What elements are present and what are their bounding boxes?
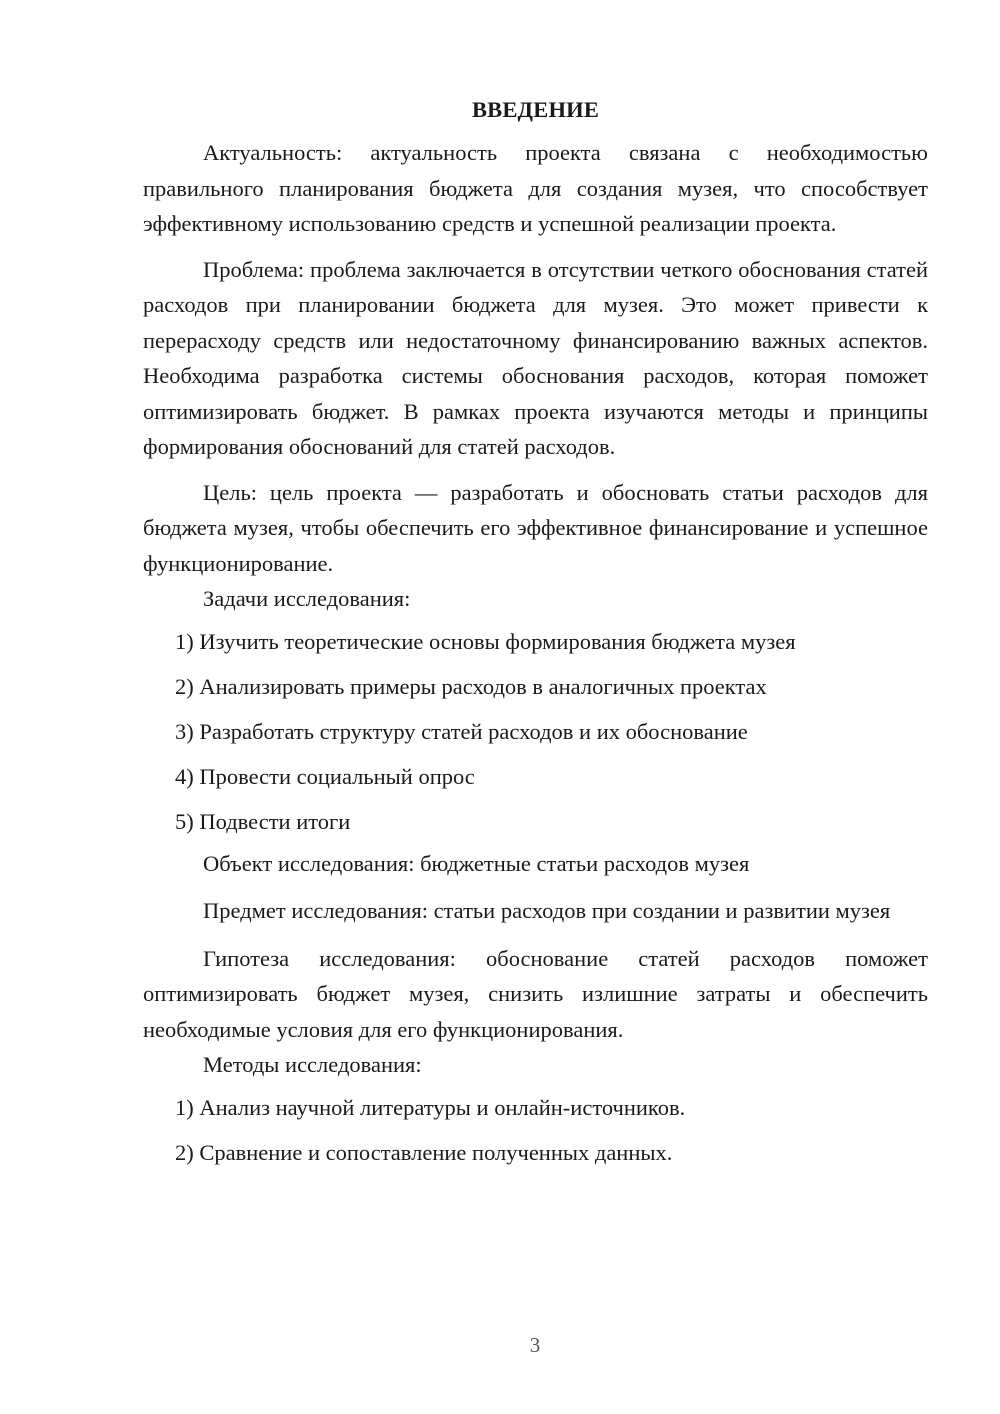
page-title: ВВЕДЕНИЕ xyxy=(471,97,600,122)
methods-list xyxy=(143,1085,928,1175)
list-item-task-5: 5) Подвести итоги xyxy=(175,808,351,834)
paragraph-relevance: Актуальность: актуальность проекта связана с необходимостью правильного планирования бюджета для создания музея, что способствует эффективному использованию средств и успешной реализации проекта. xyxy=(143,140,928,236)
tasks-heading: Задачи исследования: xyxy=(203,586,411,611)
list-item-task-2: 2) Анализировать примеры расходов в аналогичных проектах xyxy=(175,673,767,699)
paragraph-hypothesis: Гипотеза исследования: обоснование статей расходов поможет оптимизировать бюджет музея, снизить излишние затраты и обеспечить необходимые условия для его функционирования. xyxy=(143,945,928,1042)
list-item-method-2: 2) Сравнение и сопоставление полученных данных. xyxy=(175,1139,673,1165)
list-item-task-3: 3) Разработать структуру статей расходов и их обоснование xyxy=(175,718,748,744)
list-item-task-1: 1) Изучить теоретические основы формирования бюджета музея xyxy=(175,628,796,654)
tasks-list xyxy=(143,619,928,844)
list-item-task-4: 4) Провести социальный опрос xyxy=(175,763,475,789)
document-page xyxy=(143,92,928,1175)
paragraph-object: Объект исследования: бюджетные статьи расходов музея xyxy=(203,850,750,876)
page-number: 3 xyxy=(529,1333,541,1357)
paragraph-goal: Цель: цель проекта — разработать и обосновать статьи расходов для бюджета музея, чтобы обеспечить его эффективное финансирование и успешное функционирование. xyxy=(143,479,928,576)
paragraph-problem: Проблема: проблема заключается в отсутствии четкого обоснования статей расходов при планировании бюджета для музея. Это может привести к перерасходу средств или недостаточному финансированию важных аспектов. Необходима разработка системы обоснования расходов, которая поможет оптимизировать бюджет. В рамках проекта изучаются методы и принципы формирования обоснований для статей расходов. xyxy=(143,256,928,459)
paragraph-subject: Предмет исследования: статьи расходов при создании и развитии музея xyxy=(203,898,891,923)
list-item-method-1: 1) Анализ научной литературы и онлайн-источников. xyxy=(175,1094,686,1120)
methods-heading: Методы исследования: xyxy=(203,1052,422,1077)
